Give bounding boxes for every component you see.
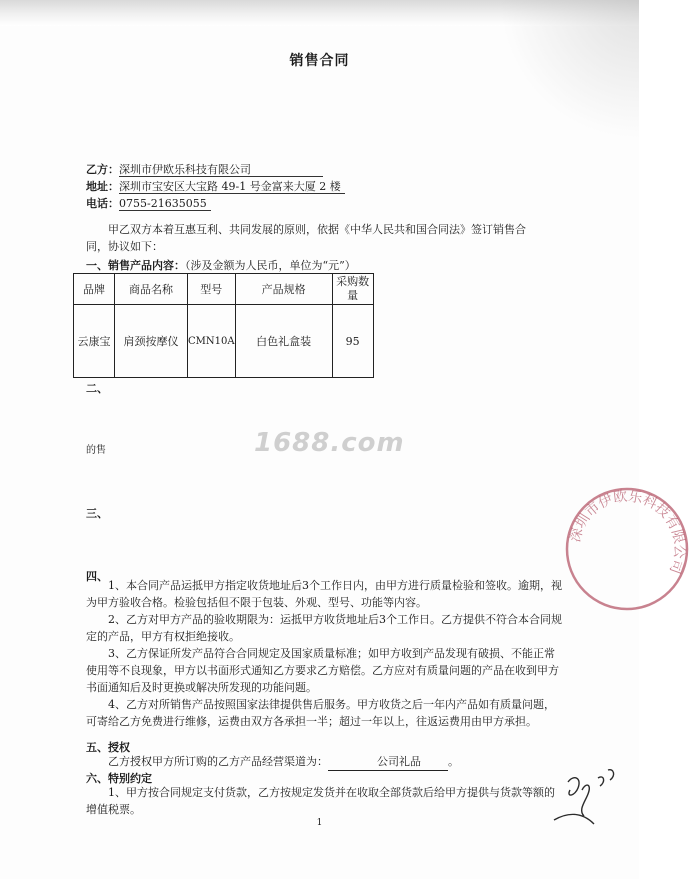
section-4-heading: 四、 bbox=[86, 570, 108, 583]
watermark: 1688.com bbox=[254, 428, 405, 458]
authorization-end: 。 bbox=[448, 755, 459, 768]
section-4-item: 3、乙方保证所发产品符合合同规定及国家质量标准；如甲方收到产品发现有破损、不能正常使用等不良现象，甲方以书面形式通知乙方要求乙方赔偿。乙方应对有质量问题的产品在收到甲方书面通知后及时更换或解决所发现的功能问题。 bbox=[86, 647, 559, 694]
section-2-heading: 二、 bbox=[86, 382, 108, 395]
section-1-title: 一、销售产品内容： bbox=[86, 259, 185, 272]
column-header: 型号 bbox=[188, 274, 236, 305]
section-2-fragment: 的售 bbox=[86, 445, 106, 456]
table-row bbox=[74, 305, 374, 378]
cell-spec: 白色礼盒装 bbox=[235, 305, 332, 378]
authorization-line bbox=[86, 753, 564, 771]
product-table-header bbox=[74, 274, 374, 305]
authorization-text: 乙方授权甲方所订购的乙方产品经营渠道为： bbox=[108, 755, 328, 768]
party-b-name-label: 乙方： bbox=[86, 163, 119, 176]
product-table bbox=[73, 273, 374, 378]
cell-brand: 云康宝 bbox=[74, 305, 115, 378]
section-4-item: 4、乙方对所销售产品按照国家法律提供售后服务。甲方收货之后一年内产品如有质量问题，可寄给乙方免费进行维修，运费由双方各承担一半；超过一年以上，往返运费用由甲方承担。 bbox=[86, 698, 555, 728]
party-b-address-label: 地址： bbox=[86, 180, 119, 193]
column-header: 采购数量 bbox=[332, 274, 373, 305]
company-seal bbox=[562, 484, 692, 614]
seal-text: 深圳市伊欧乐科技有限公司 bbox=[567, 488, 688, 576]
cell-product-name: 肩颈按摩仪 bbox=[115, 305, 188, 378]
currency-note: （涉及金额为人民币，单位为“元”） bbox=[185, 259, 356, 272]
column-header: 产品规格 bbox=[235, 274, 332, 305]
section-5-heading: 五、授权 bbox=[86, 741, 130, 754]
section-3-heading: 三、 bbox=[86, 507, 108, 520]
section-4-item: 2、乙方对甲方产品的验收期限为：运抵甲方收货地址后3个工作日。乙方提供不符合本合同规定的产品，甲方有权拒绝接收。 bbox=[86, 613, 562, 643]
party-b-name-line bbox=[86, 163, 323, 177]
party-b-phone-label: 电话： bbox=[86, 197, 119, 210]
column-header: 品牌 bbox=[74, 274, 115, 305]
section-4-item: 1、本合同产品运抵甲方指定收货地址后3个工作日内，由甲方进行质量检验和签收。逾期，视为甲方验收合格。检验包括但不限于包装、外观、型号、功能等内容。 bbox=[86, 579, 562, 609]
document-title: 销售合同 bbox=[289, 53, 350, 69]
section-1-heading bbox=[86, 257, 356, 273]
party-b-phone: 0755-21635055 bbox=[119, 197, 211, 211]
section-6-item: 1、甲方按合同规定支付货款，乙方按规定发货并在收取全部货款后给甲方提供与货款等额的增值税票。 bbox=[86, 786, 555, 816]
intro-line-1: 甲乙双方本着互惠互利、共同发展的原则，依据《中华人民共和国合同法》签订销售合 bbox=[108, 223, 526, 236]
page-number: 1 bbox=[316, 818, 323, 828]
party-b-phone-line bbox=[86, 197, 211, 211]
scan-corner-shadow bbox=[499, 0, 639, 140]
party-b-name: 深圳市伊欧乐科技有限公司 bbox=[119, 163, 323, 177]
cell-model: CMN10A bbox=[188, 305, 236, 378]
party-b-address: 深圳市宝安区大宝路 49-1 号金富来大厦 2 楼 bbox=[119, 180, 345, 194]
sales-channel-value: 公司礼品 bbox=[328, 753, 448, 771]
column-header: 商品名称 bbox=[115, 274, 188, 305]
cell-quantity: 95 bbox=[332, 305, 373, 378]
party-b-address-line bbox=[86, 180, 345, 194]
section-6-heading: 六、特别约定 bbox=[86, 772, 152, 785]
intro-line-2: 同，协议如下： bbox=[86, 240, 163, 253]
